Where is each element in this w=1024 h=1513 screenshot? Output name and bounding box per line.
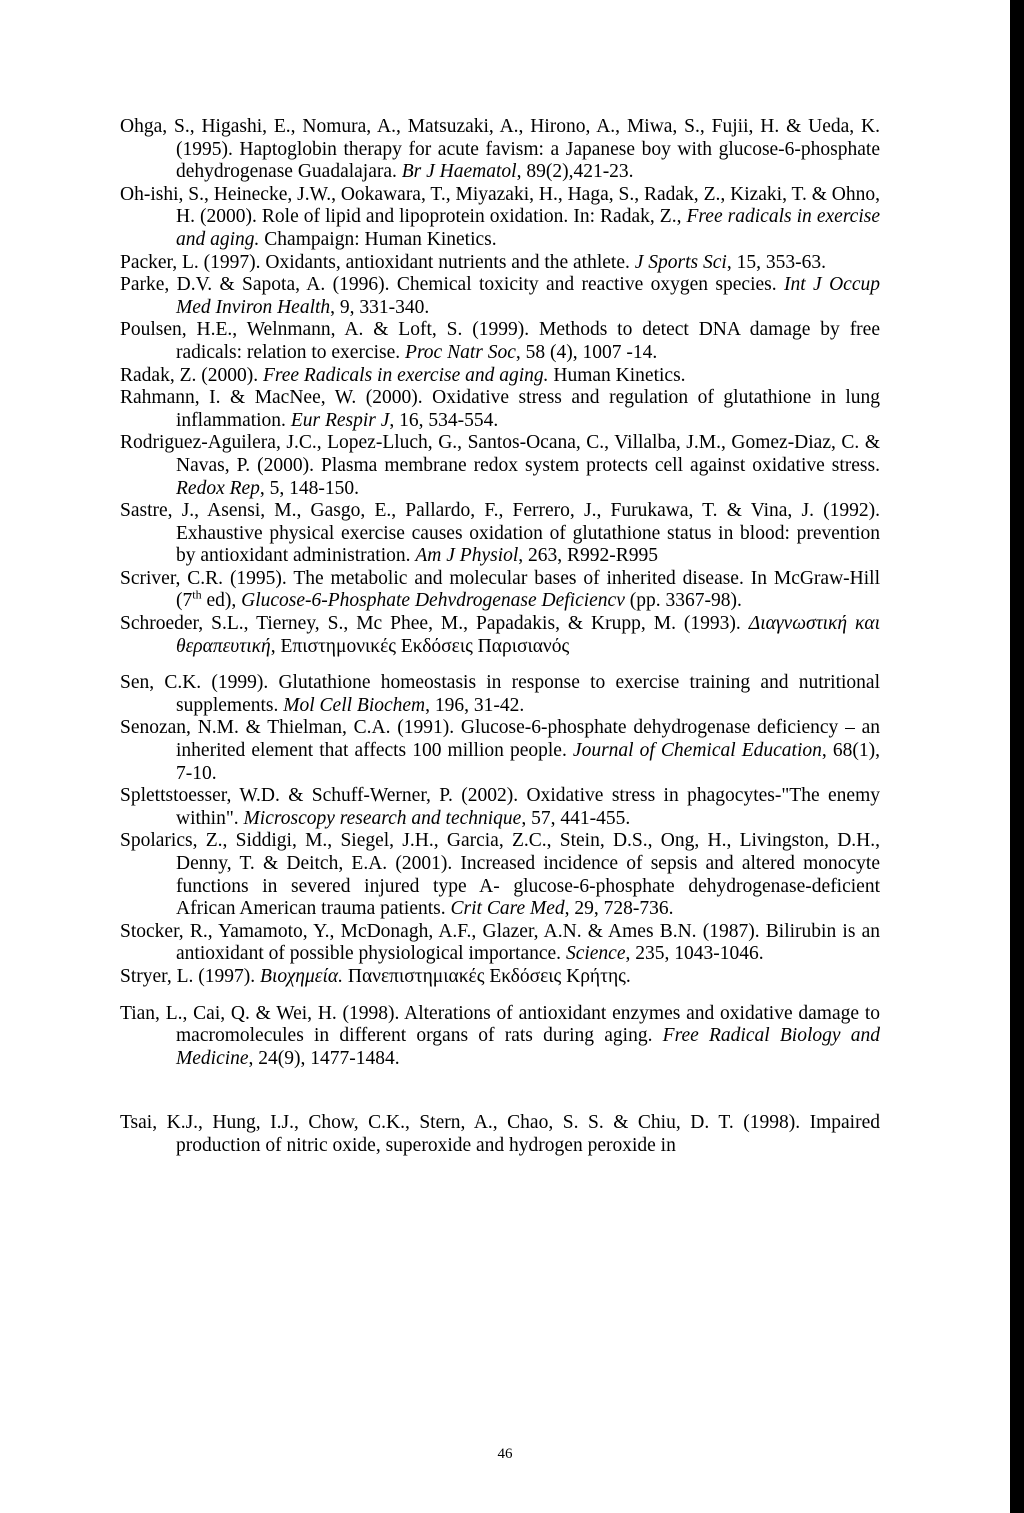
reference-text: , 24(9), 1477-1484. — [248, 1047, 400, 1069]
reference-entry — [120, 785, 880, 830]
reference-italic-text: J Sports Sci — [634, 251, 727, 273]
reference-text: Packer, L. (1997). Oxidants, antioxidant nutrients and the athlete. — [120, 251, 635, 273]
reference-text: Tsai, K.J., Hung, I.J., Chow, C.K., Stern, A., Chao, S. S. & Chiu, D. T. (1998). Impaired production of nitric oxide, superoxide and hydrogen peroxide in — [120, 1112, 880, 1156]
reference-text: , 9, 331-340. — [330, 296, 430, 318]
reference-entry — [120, 252, 880, 275]
reference-italic-text: Microscopy research and technique — [243, 807, 522, 829]
reference-italic-text: Mol Cell Biochem — [283, 694, 426, 716]
reference-italic-text: Redox Rep — [176, 477, 260, 499]
reference-entry — [120, 274, 880, 319]
reference-text: , 263, R992-R995 — [518, 545, 659, 567]
reference-text: Splettstoesser, W.D. & Schuff-Werner, P. (2002). Oxidative stress in phagocytes-"The enemy within". — [120, 785, 880, 829]
reference-entry — [120, 387, 880, 432]
reference-entry — [120, 921, 880, 966]
reference-entry — [120, 184, 880, 252]
reference-text: , 89(2),421-23. — [516, 161, 634, 183]
reference-italic-text: Science — [565, 943, 626, 965]
reference-text: Schroeder, S.L., Tierney, S., Mc Phee, M., Papadakis, & Krupp, M. (1993). — [120, 613, 749, 635]
page-number: 46 — [497, 1446, 513, 1462]
reference-italic-text: Crit Care Med — [450, 898, 565, 920]
reference-italic-text: Int J Occup Med Inviron Health — [176, 274, 880, 318]
reference-italic-text: Free Radical Biology and Medicine — [176, 1025, 880, 1069]
reference-entry — [120, 1112, 880, 1157]
reference-text: , 15, 353-63. — [726, 251, 826, 273]
reference-entry — [120, 613, 880, 658]
reference-italic-text: Am J Physiol — [415, 545, 519, 567]
reference-text: Tian, L., Cai, Q. & Wei, H. (1998). Alterations of antioxidant enzymes and oxidative damage to macromolecules in different organs of rats during aging. — [120, 1002, 880, 1047]
reference-text: Spolarics, Z., Siddigi, M., Siegel, J.H., Garcia, Z.C., Stein, D.S., Ong, H., Livingston, D.H., Denny, T. & Deitch, E.A. (2001). Increased incidence of sepsis and altered monocyte functions in severed injured type A- glucose-6-phosphate dehydrogenase-deficient African American trauma patients. — [120, 830, 880, 920]
reference-entry — [120, 432, 880, 500]
reference-text: Radak, Z. (2000). — [120, 364, 263, 386]
reference-entry — [120, 116, 880, 184]
reference-italic-text: Διαγνωστική και θεραπευτική — [176, 613, 881, 657]
reference-entry — [120, 830, 880, 920]
reference-text: , 5, 148-150. — [259, 477, 360, 499]
reference-text: Scriver, C.R. (1995). The metabolic and molecular bases of inherited disease. In McGraw-Hill (7 — [120, 567, 880, 612]
reference-text: Poulsen, H.E., Welnmann, A. & Loft, S. (1999). Methods to detect DNA damage by free radicals: relation to exercise. — [120, 319, 880, 363]
reference-text: Champaign: Human Kinetics. — [259, 228, 497, 250]
reference-text: Stryer, L. (1997). — [120, 965, 261, 987]
reference-text: , 58 (4), 1007 -14. — [515, 341, 658, 363]
reference-text: , 68(1), 7-10. — [176, 740, 880, 784]
reference-entry — [120, 1003, 880, 1071]
reference-text: , 16, 534-554. — [389, 409, 499, 431]
reference-text: Sastre, J., Asensi, M., Gasgo, E., Pallardo, F., Ferrero, J., Furukawa, T. & Vina, J. (1992). Exhaustive physical exercise causes oxidation of glutathione status in blood: prevention by antioxidant administration. — [120, 500, 880, 567]
reference-text: Rodriguez-Aguilera, J.C., Lopez-Lluch, G., Santos-Ocana, C., Villalba, J.M., Gomez-Diaz, C. & Navas, P. (2000). Plasma membrane redox system protects cell against oxidative stress. — [120, 432, 880, 476]
reference-italic-text: Journal of Chemical Education — [572, 740, 822, 762]
reference-text: (pp. 3367-98). — [624, 590, 742, 612]
reference-italic-text: Βιοχημεία. — [260, 965, 343, 987]
reference-entry — [120, 672, 880, 717]
reference-entry — [120, 365, 880, 388]
reference-italic-text: Proc Natr Soc — [405, 341, 516, 363]
reference-entry — [120, 500, 880, 568]
reference-text: Parke, D.V. & Sapota, A. (1996). Chemical toxicity and reactive oxygen species. — [120, 274, 784, 296]
reference-entry — [120, 717, 880, 785]
reference-italic-text: Br J Haematol — [401, 161, 517, 183]
reference-text: , 29, 728-736. — [564, 898, 674, 920]
reference-text: Stocker, R., Yamamoto, Y., McDonagh, A.F., Glazer, A.N. & Ames B.N. (1987). Bilirubin is an antioxidant of possible physiological importance. — [120, 920, 880, 965]
reference-italic-text: Glucose-6-Phosphate Dehvdrogenase Deficiencv — [241, 590, 625, 612]
reference-text: , Επιστημονικές Εκδόσεις Παρισιανός — [270, 635, 570, 657]
reference-text: Sen, C.K. (1999). Glutathione homeostasis in response to exercise training and nutritional supplements. — [120, 672, 880, 716]
reference-text: Πανεπιστημιακές Εκδόσεις Κρήτης. — [342, 965, 631, 987]
reference-text: th — [192, 587, 202, 602]
reference-entry — [120, 568, 880, 613]
reference-text: Senozan, N.M. & Thielman, C.A. (1991). Glucose-6-phosphate dehydrogenase deficiency – an inherited element that affects 100 million people. — [120, 717, 880, 762]
reference-italic-text: Free radicals in exercise and aging. — [176, 206, 880, 250]
reference-text: Ohga, S., Higashi, E., Nomura, A., Matsuzaki, A., Hirono, A., Miwa, S., Fujii, H. & Ueda, K. (1995). Haptoglobin therapy for acute favism: a Japanese boy with glucose-6-phosphate dehydrogenase Guadalajara. — [120, 116, 880, 183]
reference-text: , 196, 31-42. — [425, 694, 525, 716]
reference-text: ed), — [201, 590, 242, 612]
reference-text: , 57, 441-455. — [521, 807, 631, 829]
reference-entry — [120, 319, 880, 364]
reference-text: Oh-ishi, S., Heinecke, J.W., Ookawara, T., Miyazaki, H., Haga, S., Radak, Z., Kizaki, T. & Ohno, H. (2000). Role of lipid and lipoprotein oxidation. In: Radak, Z., — [120, 183, 880, 228]
reference-text: Human Kinetics. — [548, 364, 686, 386]
reference-text: , 235, 1043-1046. — [625, 943, 764, 965]
reference-entry — [120, 966, 880, 989]
reference-italic-text: Free Radicals in exercise and aging. — [262, 364, 549, 386]
reference-italic-text: Eur Respir J — [290, 409, 390, 431]
reference-list — [120, 116, 880, 1158]
reference-text: Rahmann, I. & MacNee, W. (2000). Oxidative stress and regulation of glutathione in lung inflammation. — [120, 387, 880, 431]
